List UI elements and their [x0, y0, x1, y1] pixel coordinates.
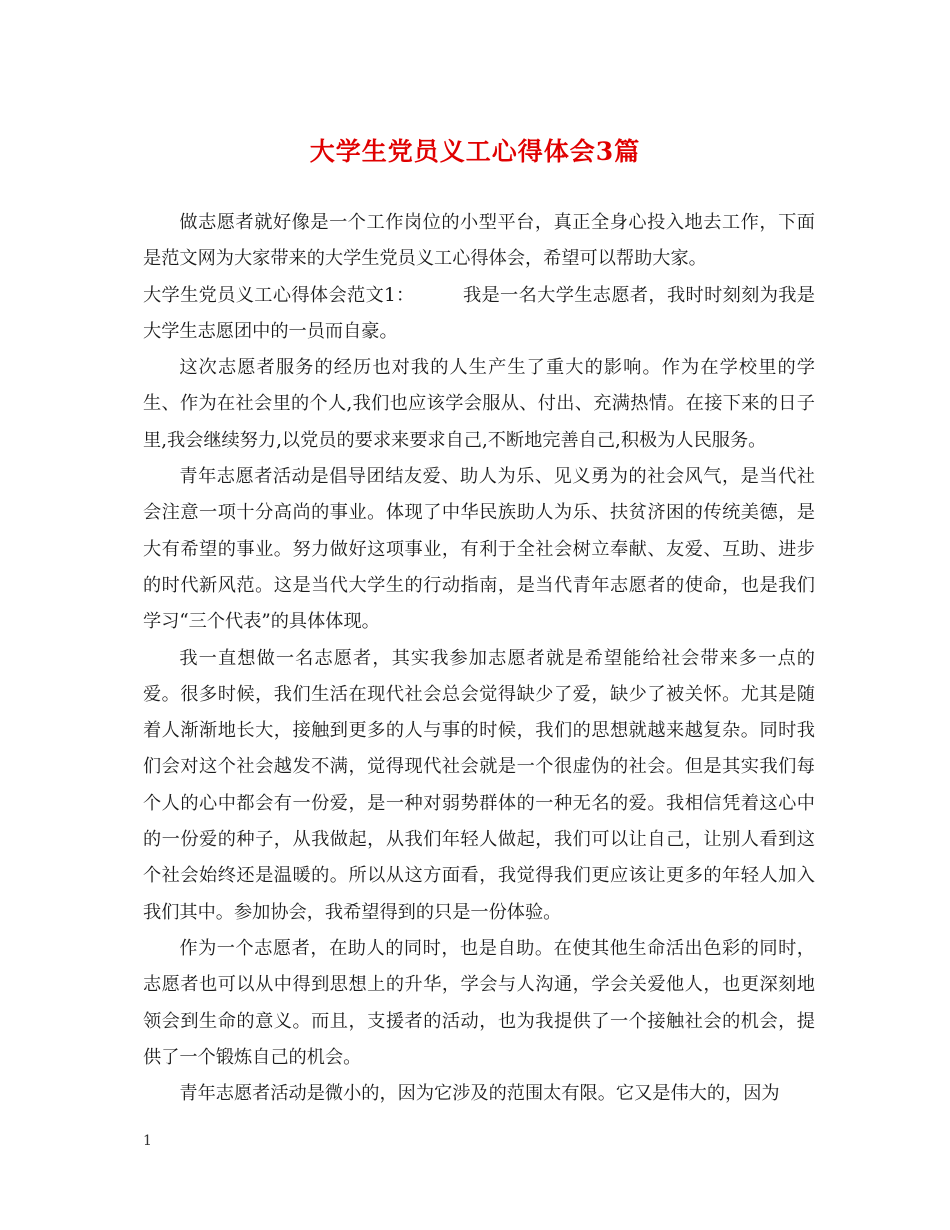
- body-paragraph-3: 我一直想做一名志愿者，其实我参加志愿者就是希望能给社会带来多一点的爱。很多时候，我们生活在现代社会总会觉得缺少了爱，缺少了被关怀。尤其是随着人渐渐地长大，接触到更多的人与事的时候，我们的思想就越来越复杂。同时我们会对这个社会越发不满，觉得现代社会就是一个很虚伪的社会。但是其实我们每个人的心中都会有一份爱，是一种对弱势群体的一种无名的爱。我相信凭着这心中的一份爱的种子，从我做起，从我们年轻人做起，我们可以让自己，让别人看到这个社会始终还是温暖的。所以从这方面看，我觉得我们更应该让更多的年轻人加入我们其中。参加协会，我希望得到的只是一份体验。: [143, 647, 815, 923]
- document-title: 大学生党员义工心得体会3篇: [309, 137, 641, 166]
- sample-first-text: 我是一名大学生志愿者，我时时刻刻为我是大学生志愿团中的一员而自豪。: [143, 284, 815, 342]
- body-paragraph-2: 青年志愿者活动是倡导团结友爱、助人为乐、见义勇为的社会风气，是当代社会注意一项十分高尚的事业。体现了中华民族助人为乐、扶贫济困的传统美德，是大有希望的事业。努力做好这项事业，有利于全社会树立奉献、友爱、互助、进步的时代新风范。这是当代大学生的行动指南，是当代青年志愿者的使命，也是我们学习“三个代表”的具体体现。: [143, 466, 815, 633]
- body-paragraph-5: 青年志愿者活动是微小的，因为它涉及的范围太有限。它又是伟大的，因为: [179, 1083, 780, 1105]
- sample-label: 大学生党员义工心得体会范文1：: [143, 284, 415, 306]
- body-paragraph-4: 作为一个志愿者，在助人的同时，也是自助。在使其他生命活出色彩的同时，志愿者也可以从中得到思想上的升华，学会与人沟通，学会关爱他人，也更深刻地领会到生命的意义。而且，支援者的活动，也为我提供了一个接触社会的机会，提供了一个锻炼自己的机会。: [143, 937, 815, 1068]
- intro-paragraph: 做志愿者就好像是一个工作岗位的小型平台，真正全身心投入地去工作，下面是范文网为大家带来的大学生党员义工心得体会，希望可以帮助大家。: [143, 212, 815, 270]
- document-body: [143, 205, 815, 1112]
- page-number: 1: [143, 1133, 152, 1149]
- body-paragraph-1: 这次志愿者服务的经历也对我的人生产生了重大的影响。作为在学校里的学生、作为在社会里的个人,我们也应该学会服从、付出、充满热情。在接下来的日子里,我会继续努力,以党员的要求来要求自己,不断地完善自己,积极为人民服务。: [143, 357, 815, 451]
- sample-paragraph: [143, 278, 815, 351]
